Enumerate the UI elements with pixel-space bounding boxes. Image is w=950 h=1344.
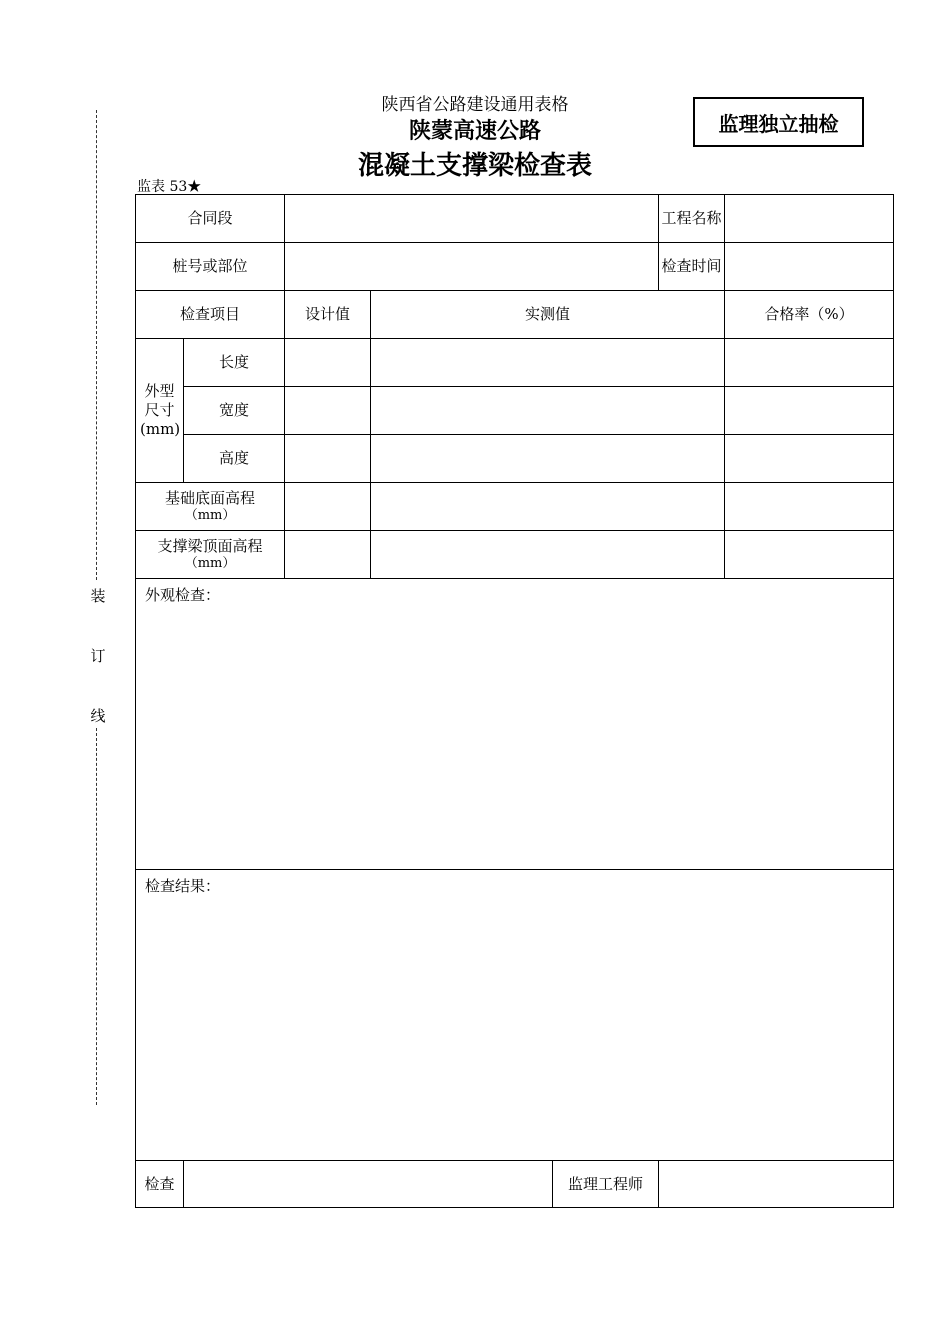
signature-row [136, 1161, 894, 1208]
table-row [136, 531, 894, 579]
row-label-top-elevation [136, 531, 285, 579]
table-row [136, 387, 894, 435]
station-label: 桩号或部位 [136, 243, 285, 291]
top-elevation-unit: （mm） [184, 556, 236, 571]
base-elevation-unit: （mm） [184, 508, 236, 523]
page-title: 混凝土支撑梁检查表 [357, 151, 592, 181]
engineer-label: 监理工程师 [553, 1161, 659, 1208]
width-measured-cell[interactable] [371, 387, 725, 435]
table-row [136, 339, 894, 387]
top-elevation-design-cell[interactable] [285, 531, 371, 579]
appearance-check-label: 外观检查： [145, 586, 221, 604]
base-elevation-rate-cell[interactable] [725, 483, 894, 531]
project-field[interactable] [725, 195, 894, 243]
row-label-base-elevation [136, 483, 285, 531]
height-rate-cell[interactable] [725, 435, 894, 483]
row-label-length: 长度 [184, 339, 285, 387]
binding-dash-bottom [96, 728, 97, 1105]
project-label: 工程名称 [659, 195, 725, 243]
table-row [136, 435, 894, 483]
form-series-title: 陕西省公路建设通用表格 [381, 95, 569, 115]
time-label: 检查时间 [659, 243, 725, 291]
dimension-group-label: 外型尺寸(mm) [136, 339, 184, 483]
col-header-item: 检查项目 [136, 291, 285, 339]
inspection-result-area[interactable] [136, 870, 894, 1161]
width-design-cell[interactable] [285, 387, 371, 435]
appearance-check-area[interactable] [136, 579, 894, 870]
col-header-rate: 合格率（%） [725, 291, 894, 339]
result-row [136, 870, 894, 1161]
time-field[interactable] [725, 243, 894, 291]
base-elevation-design-cell[interactable] [285, 483, 371, 531]
contract-field[interactable] [285, 195, 659, 243]
info-row-2 [136, 243, 894, 291]
form-number: 监表 53★ [137, 179, 202, 195]
length-design-cell[interactable] [285, 339, 371, 387]
inspection-result-label: 检查结果： [145, 877, 221, 895]
appearance-row [136, 579, 894, 870]
length-measured-cell[interactable] [371, 339, 725, 387]
row-label-width: 宽度 [184, 387, 285, 435]
col-header-measured: 实测值 [371, 291, 725, 339]
table-row [136, 483, 894, 531]
base-elevation-measured-cell[interactable] [371, 483, 725, 531]
column-header-row [136, 291, 894, 339]
info-row-1 [136, 195, 894, 243]
inspector-label: 检查 [136, 1161, 184, 1208]
row-label-height: 高度 [184, 435, 285, 483]
height-measured-cell[interactable] [371, 435, 725, 483]
height-design-cell[interactable] [285, 435, 371, 483]
top-elevation-measured-cell[interactable] [371, 531, 725, 579]
binding-char-3: 线 [90, 707, 106, 725]
contract-label: 合同段 [136, 195, 285, 243]
col-header-design: 设计值 [285, 291, 371, 339]
engineer-field[interactable] [659, 1161, 894, 1208]
binding-char-2: 订 [90, 647, 106, 665]
inspector-field[interactable] [184, 1161, 553, 1208]
supervision-stamp: 监理独立抽检 [693, 97, 864, 147]
width-rate-cell[interactable] [725, 387, 894, 435]
inspection-form-table [135, 194, 894, 1208]
road-name: 陕蒙高速公路 [408, 119, 541, 144]
top-elevation-rate-cell[interactable] [725, 531, 894, 579]
binding-dash-top [96, 110, 97, 580]
base-elevation-label: 基础底面高程 [165, 489, 256, 507]
binding-char-1: 装 [90, 587, 106, 605]
station-field[interactable] [285, 243, 659, 291]
top-elevation-label: 支撑梁顶面高程 [157, 537, 263, 555]
length-rate-cell[interactable] [725, 339, 894, 387]
